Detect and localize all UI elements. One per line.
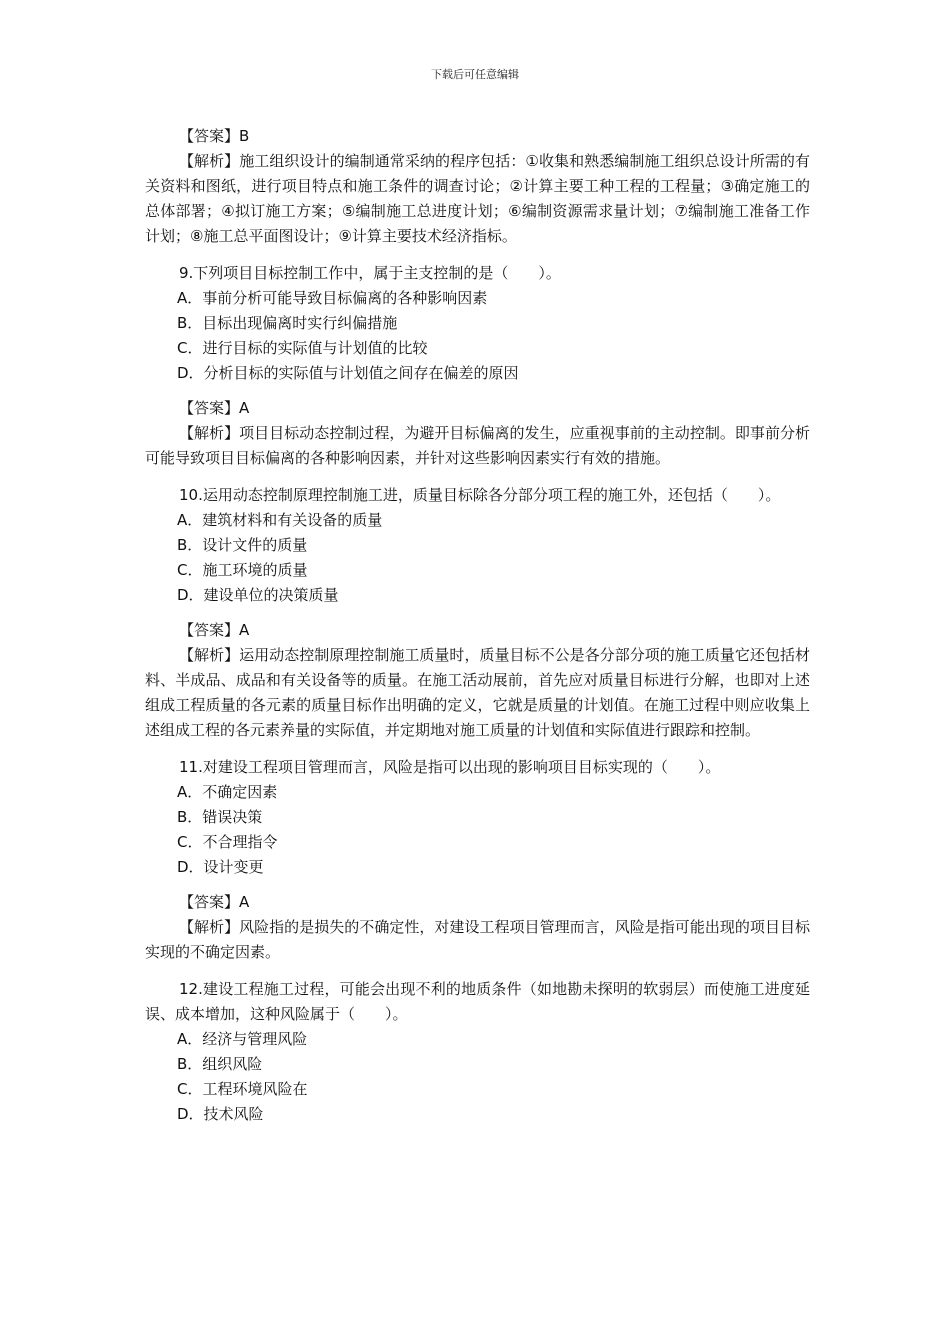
answer-label: 【答案】B bbox=[179, 127, 250, 145]
option-d: D．技术风险 bbox=[177, 1105, 264, 1123]
option-c: C．不合理指令 bbox=[177, 833, 278, 851]
option-a: A．经济与管理风险 bbox=[177, 1030, 308, 1048]
explanation-text: 【解析】项目目标动态控制过程，为避开目标偏离的发生，应重视事前的主动控制。即事前分析可能导致项目目标偏离的各种影响因素，并针对这些影响因素实行有效的措施。 bbox=[145, 424, 810, 467]
explanation-text: 【解析】风险指的是损失的不确定性，对建设工程项目管理而言，风险是指可能出现的项目目标实现的不确定因素。 bbox=[145, 918, 810, 961]
question-10: 10.运用动态控制原理控制施工进，质量目标除各分部分项工程的施工外，还包括（ ）。 bbox=[179, 486, 781, 504]
option-b: B．目标出现偏离时实行纠偏措施 bbox=[177, 314, 398, 332]
question-9: 9.下列项目目标控制工作中，属于主支控制的是（ ）。 bbox=[179, 264, 561, 282]
explanation-text: 【解析】施工组织设计的编制通常采纳的程序包括：①收集和熟悉编制施工组织总设计所需的有关资料和图纸，进行项目特点和施工条件的调查讨论；②计算主要工种工程的工程量；③确定施工的总体部署；④拟订施工方案；⑤编制施工总进度计划；⑥编制资源需求量计划；⑦编制施工准备工作计划；⑧施工总平面图设计；⑨计算主要技术经济指标。 bbox=[145, 152, 810, 245]
question-12: 12.建设工程施工过程，可能会出现不利的地质条件（如地勘未探明的软弱层）而使施工进度延误、成本增加，这种风险属于（ ）。 bbox=[145, 980, 810, 1023]
answer-label: 【答案】A bbox=[179, 893, 250, 911]
question-11: 11.对建设工程项目管理而言，风险是指可以出现的影响项目目标实现的（ ）。 bbox=[179, 758, 721, 776]
answer-label: 【答案】A bbox=[179, 621, 250, 639]
page-header: 下载后可任意编辑 bbox=[431, 68, 519, 81]
option-a: A．建筑材料和有关设备的质量 bbox=[177, 511, 383, 529]
option-d: D．分析目标的实际值与计划值之间存在偏差的原因 bbox=[177, 364, 519, 382]
option-d: D．设计变更 bbox=[177, 858, 264, 876]
option-c: C．工程环境风险在 bbox=[177, 1080, 308, 1098]
option-a: A．事前分析可能导致目标偏离的各种影响因素 bbox=[177, 289, 488, 307]
option-d: D．建设单位的决策质量 bbox=[177, 586, 339, 604]
option-c: C．进行目标的实际值与计划值的比较 bbox=[177, 339, 428, 357]
option-c: C．施工环境的质量 bbox=[177, 561, 308, 579]
option-b: B．错误决策 bbox=[177, 808, 263, 826]
option-a: A．不确定因素 bbox=[177, 783, 278, 801]
answer-label: 【答案】A bbox=[179, 399, 250, 417]
explanation-text: 【解析】运用动态控制原理控制施工质量时，质量目标不公是各分部分项的施工质量它还包括材料、半成品、成品和有关设备等的质量。在施工活动展前，首先应对质量目标进行分解，也即对上述组成工程质量的各元素的质量目标作出明确的定义，它就是质量的计划值。在施工过程中则应收集上述组成工程的各元素养量的实际值，并定期地对施工质量的计划值和实际值进行跟踪和控制。 bbox=[145, 646, 810, 739]
document-body bbox=[145, 124, 810, 1127]
option-b: B．设计文件的质量 bbox=[177, 536, 308, 554]
option-b: B．组织风险 bbox=[177, 1055, 263, 1073]
